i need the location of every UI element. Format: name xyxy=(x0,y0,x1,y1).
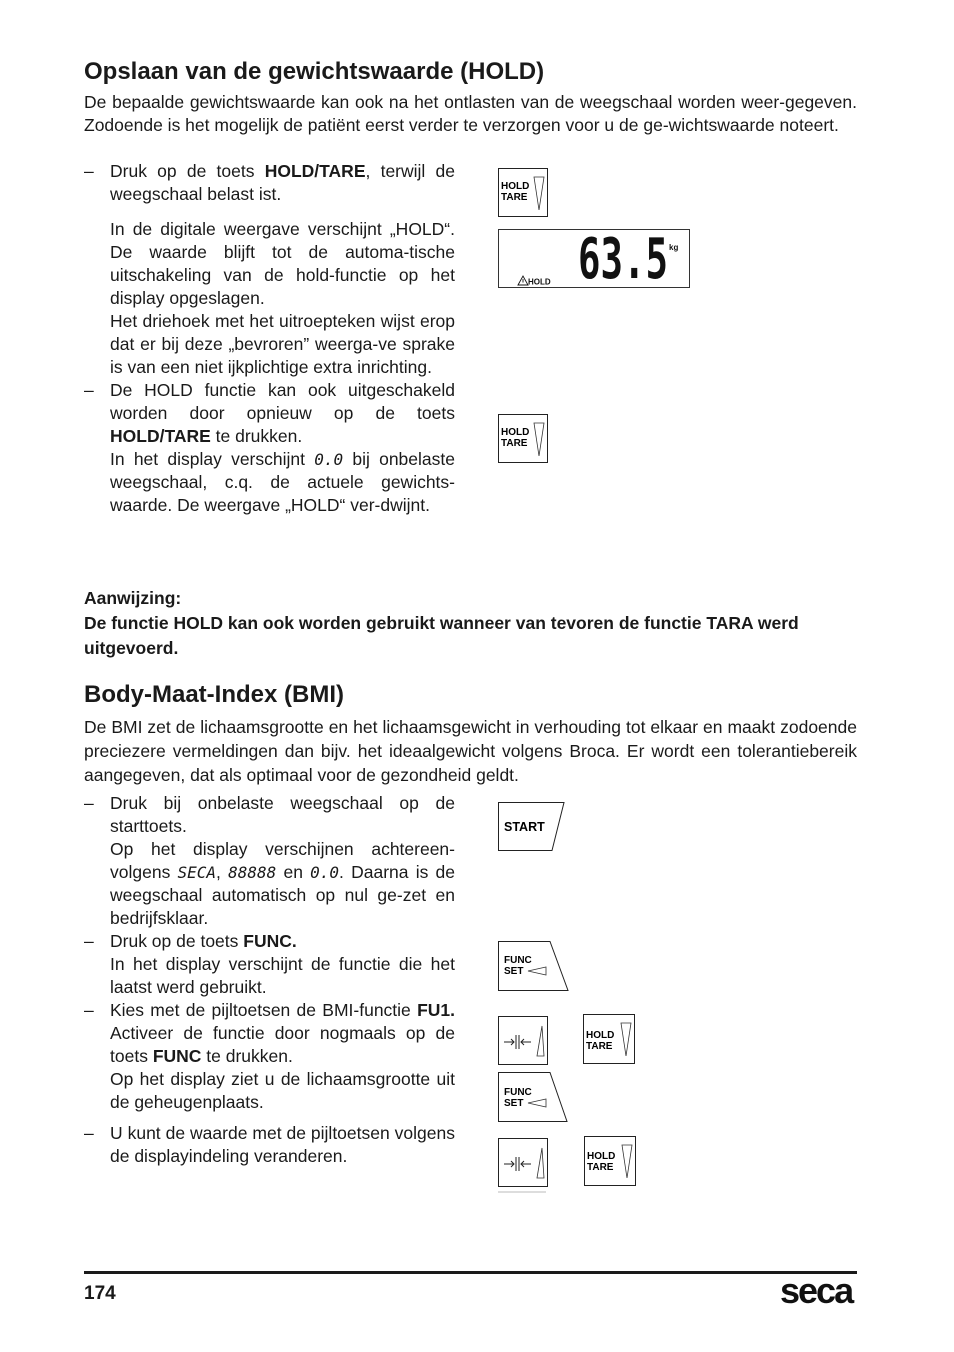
seca-logo xyxy=(780,1270,860,1317)
display-value: 63.5 xyxy=(578,229,668,289)
arrow-key[interactable] xyxy=(498,1016,550,1066)
weight-display xyxy=(498,229,690,288)
key-label-hold: HOLD xyxy=(501,181,530,192)
hold-step-1-p3: Het driehoek met het uitroepteken wijst erop dat er bij deze „bevroren” weerga-ve sprake is van een niet ijkplichtige extra inrichting. xyxy=(110,311,455,377)
hold-tare-key[interactable] xyxy=(583,1014,637,1066)
func-set-key[interactable] xyxy=(498,1072,570,1124)
bmi-step-3 xyxy=(84,999,455,1114)
list-dash: – xyxy=(84,161,94,181)
bmi-step-3-text: Kies met de pijltoetsen de BMI-functie FU1. Activeer de functie door nogmaals op de toets FUNC te drukken. xyxy=(110,1000,455,1066)
arrow-key[interactable] xyxy=(498,1138,550,1194)
logo-text: seca xyxy=(780,1270,853,1311)
bmi-step-4-text: U kunt de waarde met de pijltoetsen volgens de displayindeling veranderen. xyxy=(110,1123,455,1166)
key-label-start: START xyxy=(504,820,545,834)
key-label-func: FUNC xyxy=(504,1087,532,1098)
hold-step-1-text: Druk op de toets HOLD/TARE, terwijl de weegschaal belast ist. xyxy=(110,161,455,204)
bmi-step-1-p2: Op het display verschijnen achtereen-volgens SECA, 88888 en 0.0. Daarna is de weegschaal automatisch op nul ge-zet en bedrijfsklaar. xyxy=(110,839,455,928)
list-dash: – xyxy=(84,931,94,951)
lcd-zero: 0.0 xyxy=(310,863,340,882)
note-text: De functie HOLD kan ook worden gebruikt wanneer van tevoren de functie TARA werd uitgevoerd. xyxy=(84,613,799,658)
list-dash: – xyxy=(84,380,94,400)
note-block xyxy=(84,586,857,661)
start-key[interactable] xyxy=(498,802,566,852)
hold-step-1-p2: In de digitale weergave verschijnt „HOLD“. De waarde blijft tot de automa-tische uitschakeling van de hold-functie op het display opgeslagen. xyxy=(110,219,455,308)
key-label-set: SET xyxy=(504,966,524,977)
hold-tare-key[interactable] xyxy=(498,414,550,464)
section-title-bmi: Body-Maat-Index (BMI) xyxy=(84,681,344,708)
key-label-func: FUNC xyxy=(504,955,532,966)
bmi-step-1-text: Druk bij onbelaste weegschaal op de starttoets. xyxy=(110,793,455,836)
list-dash: – xyxy=(84,793,94,813)
key-label-tare: TARE xyxy=(501,438,528,449)
key-label-hold: HOLD xyxy=(501,427,530,438)
hold-step-2-text: De HOLD functie kan ook uitgeschakeld worden door opnieuw op de toets HOLD/TARE te drukken. xyxy=(110,380,455,446)
hold-tare-key[interactable] xyxy=(584,1136,638,1188)
bmi-step-4 xyxy=(84,1122,455,1168)
lcd-eights: 88888 xyxy=(228,863,277,882)
bmi-step-2-p2: In het display verschijnt de functie die het laatst werd gebruikt. xyxy=(110,954,455,997)
key-label-tare: TARE xyxy=(587,1162,614,1173)
page-number: 174 xyxy=(84,1283,116,1304)
bmi-step-3-p2: Op het display ziet u de lichaamsgrootte uit de geheugenplaats. xyxy=(110,1069,455,1112)
hold-step-2-p2: In het display verschijnt 0.0 bij onbelaste weegschaal, c.q. de actuele gewichts-waarde. De weergave „HOLD“ ver-dwijnt. xyxy=(110,449,455,515)
key-label-hold: HOLD xyxy=(587,1151,616,1162)
display-status: HOLD xyxy=(528,277,551,287)
list-dash: – xyxy=(84,1000,94,1020)
display-unit: kg xyxy=(669,243,679,252)
bmi-steps xyxy=(84,792,455,1168)
hold-tare-key[interactable] xyxy=(498,168,550,218)
key-label-hold: HOLD xyxy=(586,1030,615,1041)
hold-intro: De bepaalde gewichtswaarde kan ook na het ontlasten van de weegschaal worden weer-gegeven. Zodoende is het mogelijk de patiënt eerst verder te verzorgen voor u de ge-wichtswaarde noteert. xyxy=(84,92,857,135)
lcd-seca: SECA xyxy=(177,863,217,882)
key-label-tare: TARE xyxy=(501,192,528,203)
hold-step-1 xyxy=(84,160,455,379)
footer-rule xyxy=(84,1271,857,1274)
hold-steps xyxy=(84,160,455,517)
section-title-hold: Opslaan van de gewichtswaarde (HOLD) xyxy=(84,58,545,85)
key-label-set: SET xyxy=(504,1098,524,1109)
bmi-intro: De BMI zet de lichaamsgrootte en het lichaamsgewicht in verhouding tot elkaar en maakt zodoende preciezere vermeldingen dan bijv. het ideaalgewicht volgens Broca. Er wordt een tolerantiebereik aangegeven, dat als optimaal voor de gezondheid geldt. xyxy=(84,717,857,785)
hold-step-2 xyxy=(84,379,455,517)
key-label-tare: TARE xyxy=(586,1041,613,1052)
bmi-step-2-text: Druk op de toets FUNC. xyxy=(110,931,297,951)
func-set-key[interactable] xyxy=(498,941,570,993)
lcd-zero: 0.0 xyxy=(314,450,344,469)
note-label: Aanwijzing: xyxy=(84,588,182,608)
list-dash: – xyxy=(84,1123,94,1143)
bmi-step-2 xyxy=(84,930,455,999)
bmi-step-1 xyxy=(84,792,455,930)
